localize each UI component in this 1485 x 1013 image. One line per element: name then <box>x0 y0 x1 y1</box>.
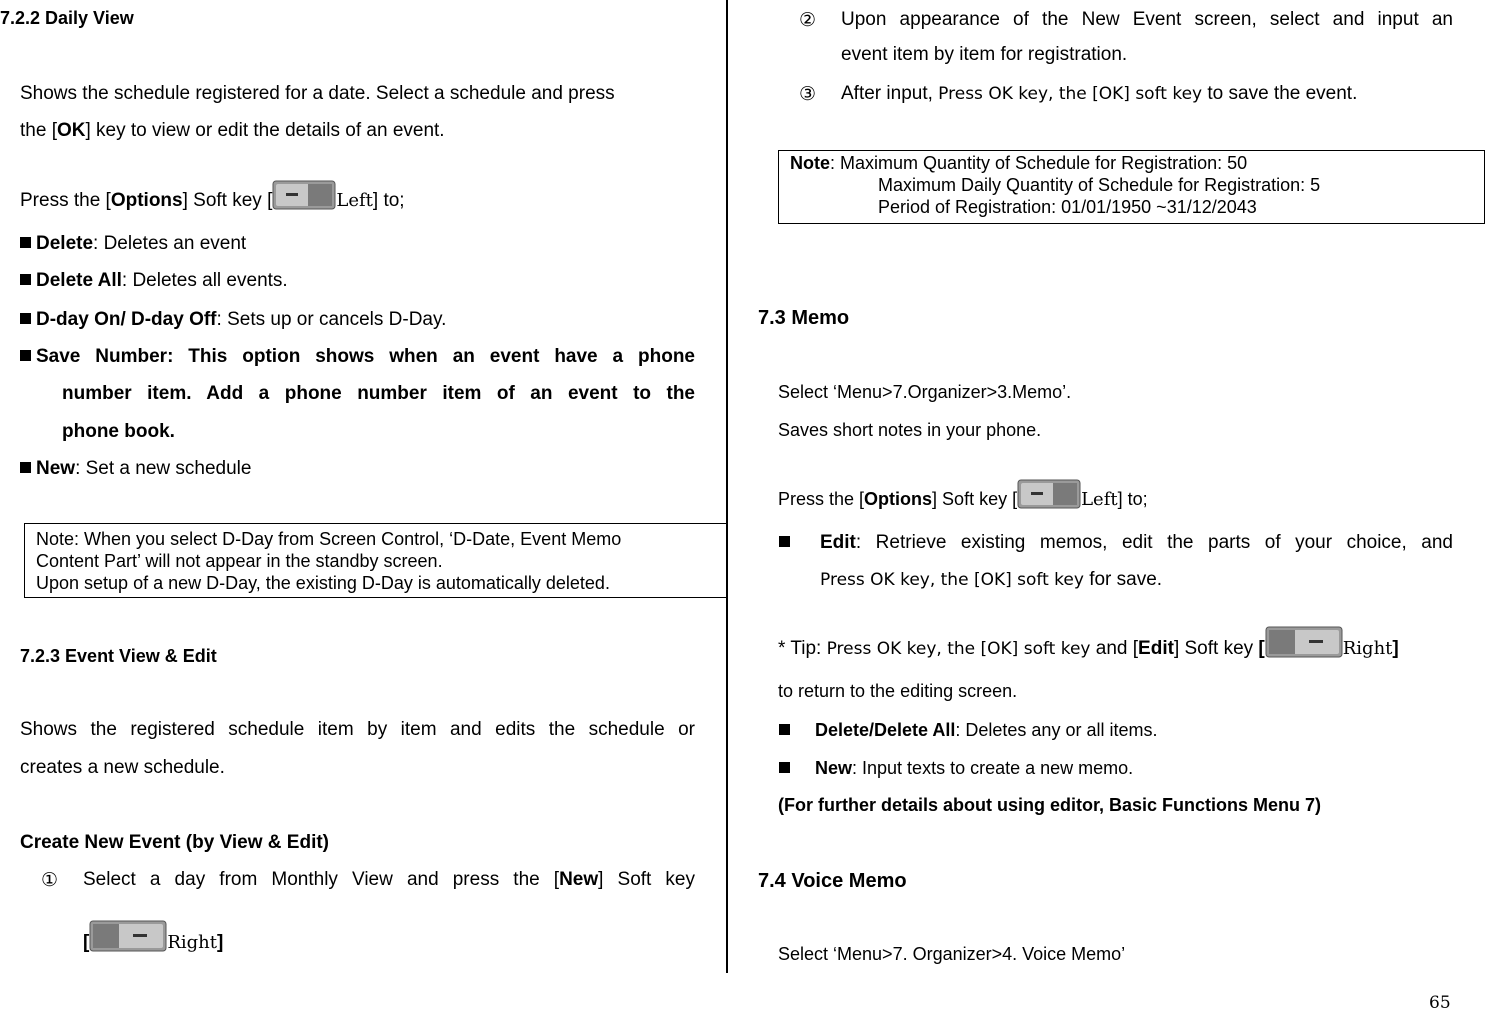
bullet-new: New: Set a new schedule <box>20 458 251 480</box>
note-line2: Content Part’ will not appear in the standby screen. <box>36 551 443 571</box>
soft-key-left-icon <box>1017 479 1081 509</box>
soft-key-right-icon <box>1265 626 1343 658</box>
daily-view-desc-line1: Shows the schedule registered for a date. Select a schedule and press <box>20 83 615 104</box>
soft-key-left-icon <box>272 180 336 210</box>
step2-line2: event item by item for registration. <box>841 44 1128 65</box>
step1-key: [ Right] <box>83 920 223 954</box>
bullet-square-icon <box>779 762 790 773</box>
soft-key-right-icon <box>89 920 167 952</box>
registration-note-line1: Note: Maximum Quantity of Schedule for Registration: 50 <box>790 153 1248 173</box>
section-heading-daily-view: 7.2.2 Daily View <box>0 8 134 28</box>
registration-note-line2: Maximum Daily Quantity of Schedule for Registration: 5 <box>878 175 1321 195</box>
step1-text: Select a day from Monthly View and press the [New] Soft key <box>83 869 695 890</box>
registration-note-line3: Period of Registration: 01/01/1950 ~31/12/2043 <box>878 197 1257 217</box>
memo-select-path: Select ‘Menu>7.Organizer>3.Memo’. <box>778 382 1072 402</box>
bullet-square-icon <box>779 724 790 735</box>
page-number: 65 <box>1429 993 1451 1013</box>
step3-number: ③ <box>799 84 817 105</box>
note-line1: Note: When you select D-Day from Screen Control, ‘D-Date, Event Memo <box>36 529 622 549</box>
bullet-delete: Delete: Deletes an event <box>20 233 246 255</box>
step2-number: ② <box>799 10 817 31</box>
memo-bullet-delete: Delete/Delete All: Deletes any or all items. <box>779 720 1157 741</box>
bullet-square-icon <box>20 350 31 361</box>
event-view-desc-line1: Shows the registered schedule item by item and edits the schedule or <box>20 719 695 740</box>
section-heading-memo: 7.3 Memo <box>758 307 850 329</box>
event-view-desc-line2: creates a new schedule. <box>20 757 225 778</box>
bullet-square-icon <box>20 274 31 285</box>
section-heading-event-view: 7.2.3 Event View & Edit <box>20 646 217 666</box>
memo-tip-line1: * Tip: Press OK key, the [OK] soft key and [Edit] Soft key [ Right] <box>778 626 1399 660</box>
memo-bullet-edit-line1: Edit: Retrieve existing memos, edit the parts of your choice, and <box>820 532 1453 553</box>
step1-number: ① <box>41 870 59 891</box>
memo-description: Saves short notes in your phone. <box>778 420 1042 440</box>
bullet-delete-all: Delete All: Deletes all events. <box>20 270 288 292</box>
note-box-d-day <box>24 523 727 598</box>
note-line3: Upon setup of a new D-Day, the existing D-Day is automatically deleted. <box>36 573 610 593</box>
bullet-save-number-line1: Save Number: This option shows when an event have a phone <box>20 346 695 368</box>
bullet-square-icon <box>20 462 31 473</box>
daily-view-desc-line2: the [OK] key to view or edit the details of an event. <box>20 120 445 141</box>
bullet-square-icon <box>20 237 31 248</box>
voice-memo-select-path: Select ‘Menu>7. Organizer>4. Voice Memo’ <box>778 944 1126 964</box>
memo-press-options: Press the [Options] Soft key [ Left] to; <box>778 479 1148 510</box>
memo-bullet-edit-marker <box>779 532 795 554</box>
step3-text: After input, Press OK key, the [OK] soft key to save the event. <box>841 83 1358 104</box>
step2-line1: Upon appearance of the New Event screen, select and input an <box>841 9 1453 30</box>
memo-bullet-new: New: Input texts to create a new memo. <box>779 758 1133 779</box>
create-new-event-heading: Create New Event (by View & Edit) <box>20 832 330 853</box>
column-divider <box>726 0 728 973</box>
note-box-registration <box>778 150 1485 224</box>
memo-tip-line2: to return to the editing screen. <box>778 681 1018 701</box>
bullet-square-icon <box>20 313 31 324</box>
bullet-square-icon <box>779 536 790 547</box>
section-heading-voice-memo: 7.4 Voice Memo <box>758 870 907 892</box>
bullet-save-number-line3: phone book. <box>62 421 175 442</box>
daily-view-press-options: Press the [Options] Soft key [ Left] to; <box>20 180 405 212</box>
bullet-d-day: D-day On/ D-day Off: Sets up or cancels D-Day. <box>20 309 446 331</box>
memo-further-details: (For further details about using editor, Basic Functions Menu 7) <box>778 795 1322 815</box>
bullet-save-number-line2: number item. Add a phone number item of an event to the <box>62 383 695 404</box>
memo-bullet-edit-line2: Press OK key, the [OK] soft key for save. <box>820 569 1163 590</box>
